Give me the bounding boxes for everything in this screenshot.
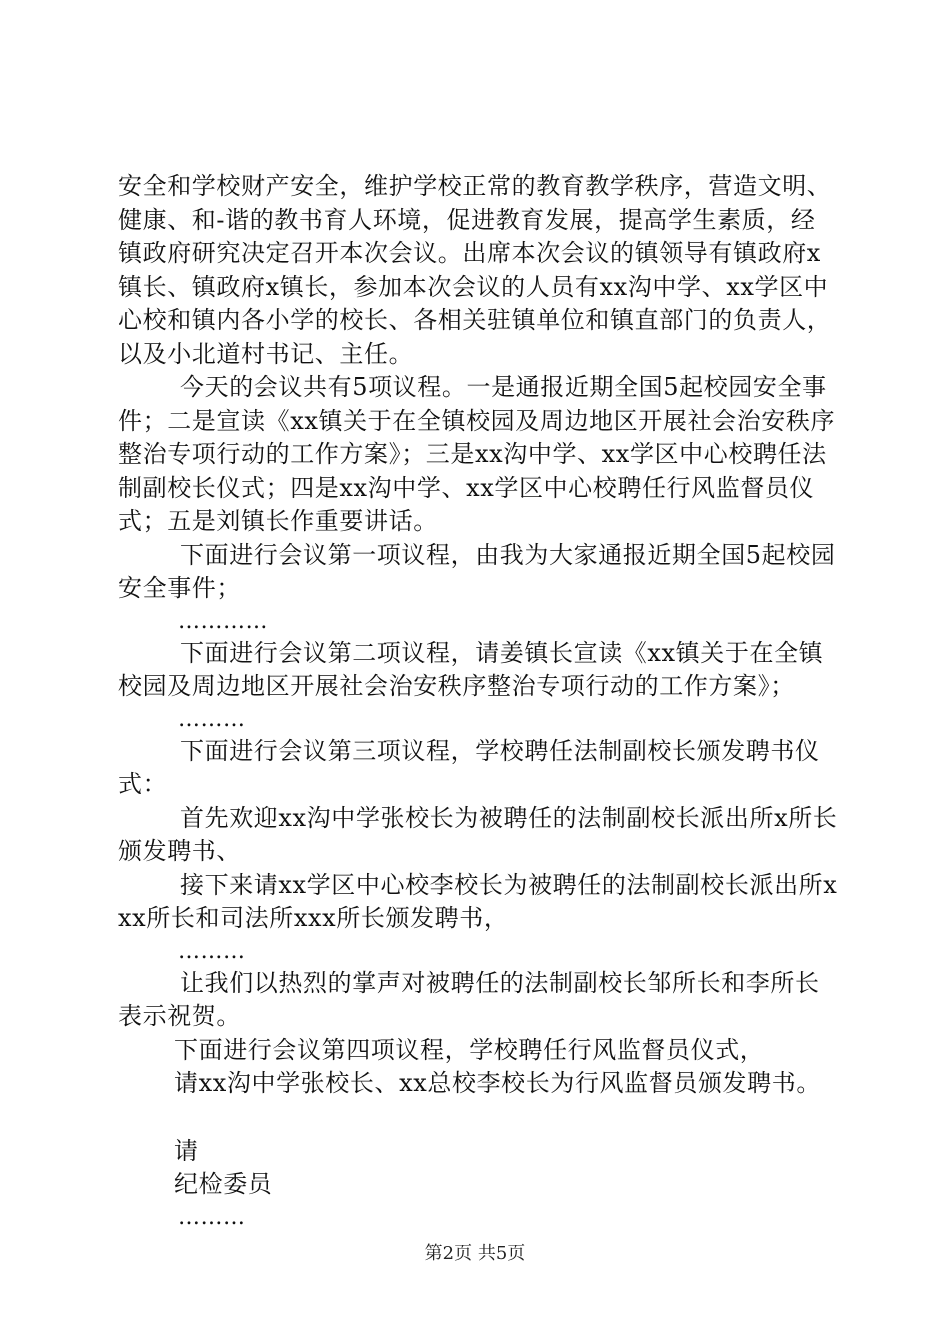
ellipsis-1: …………	[178, 608, 268, 634]
ellipsis-2: ………	[178, 706, 246, 732]
page-footer: 第2页 共5页	[424, 1243, 526, 1264]
paragraph-discipline-member: 纪检委员	[174, 1170, 273, 1198]
paragraph-second-appointment: 接下来请xx学区中心校李校长为被聘任的法制副校长派出所xxx所长和司法所xxx所长颁发聘书，	[118, 870, 838, 932]
paragraph-item-1: 下面进行会议第一项议程，由我为大家通报近期全国5起校园安全事件；	[118, 540, 836, 602]
paragraph-first-appointment: 首先欢迎xx沟中学张校长为被聘任的法制副校长派出所x所长颁发聘书、	[118, 803, 838, 865]
paragraph-item-4: 下面进行会议第四项议程，学校聘任行风监督员仪式，	[174, 1035, 765, 1064]
paragraph-item-3: 下面进行会议第三项议程，学校聘任法制副校长颁发聘书仪式：	[118, 736, 820, 798]
ellipsis-4: ………	[178, 1204, 246, 1230]
paragraph-item-2: 下面进行会议第二项议程，请姜镇长宣读《xx镇关于在全镇校园及周边地区开展社会治安秩序整治专项行动的工作方案》；	[118, 638, 824, 700]
paragraph-supervisor-award: 请xx沟中学张校长、xx总校李校长为行风监督员颁发聘书。	[174, 1069, 821, 1097]
ellipsis-3: ………	[178, 938, 246, 964]
document-body	[118, 170, 838, 1233]
paragraph-congratulation: 让我们以热烈的掌声对被聘任的法制副校长邹所长和李所长表示祝贺。	[118, 968, 820, 1030]
blank-line	[118, 1101, 838, 1135]
paragraph-invite: 请	[174, 1136, 199, 1165]
paragraph-intro: 安全和学校财产安全，维护学校正常的教育教学秩序，营造文明、健康、和-谐的教书育人环境，促进教育发展，提高学生素质，经镇政府研究决定召开本次会议。出席本次会议的镇领导有镇政府x镇长、镇政府x镇长，参加本次会议的人员有xx沟中学、xx学区中心校和镇内各小学的校长、各相关驻镇单位和镇直部门的负责人，以及小北道村书记、主任。	[118, 172, 832, 368]
paragraph-agenda: 今天的会议共有5项议程。一是通报近期全国5起校园安全事件；二是宣读《xx镇关于在全镇校园及周边地区开展社会治安秩序整治专项行动的工作方案》；三是xx沟中学、xx学区中心校聘任法制副校长仪式；四是xx沟中学、xx学区中心校聘任行风监督员仪式；五是刘镇长作重要讲话。	[118, 373, 836, 535]
